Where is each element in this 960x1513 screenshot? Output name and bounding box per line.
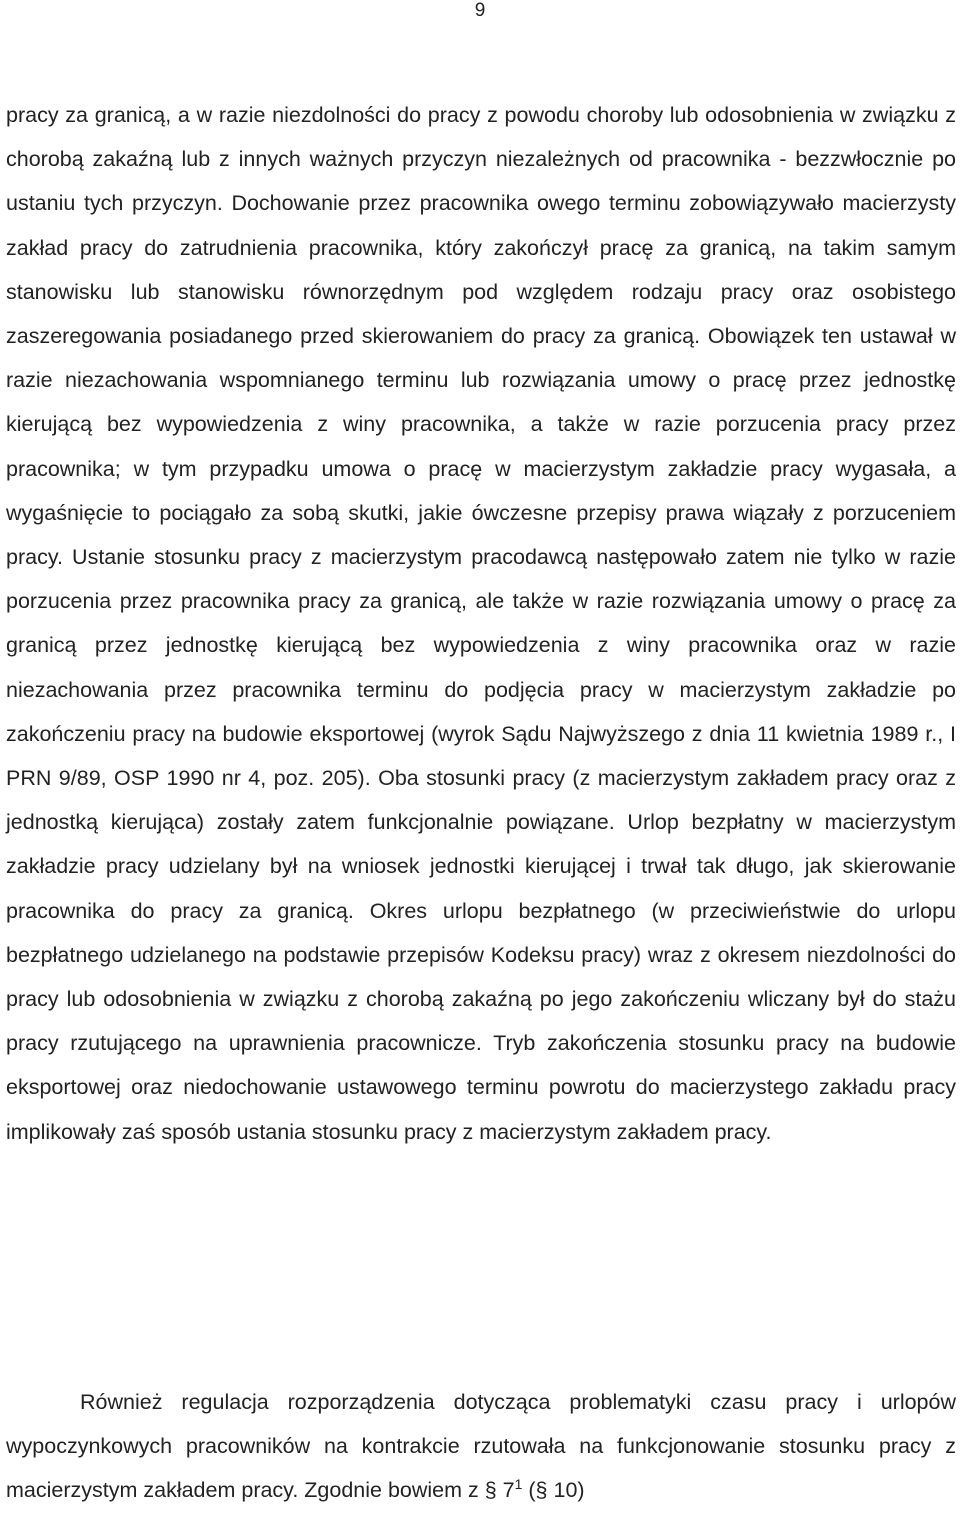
- superscript: 1: [514, 1476, 523, 1493]
- page-number: 9: [474, 0, 486, 21]
- paragraph-text-continued: (§ 10): [522, 1478, 585, 1503]
- paragraph: [6, 1380, 956, 1513]
- paragraph-text: Również regulacja rozporządzenia dotycząca problematyki czasu pracy i urlopów wypoczynkowych pracowników na kontrakcie rzutowała na funkcjonowanie stosunku pracy z macierzystym zakładem pracy. Zgodnie bowiem z § 7: [6, 1390, 956, 1503]
- paragraph: pracy za granicą, a w razie niezdolności do pracy z powodu choroby lub odosobnienia w związku z chorobą zakaźną lub z innych ważnych przyczyn niezależnych od pracownika - bezzwłocznie po ustaniu tych przyczyn. Dochowanie przez pracownika owego terminu zobowiązywało macierzysty zakład pracy do zatrudnienia pracownika, który zakończył pracę za granicą, na takim samym stanowisku lub stanowisku równorzędnym pod względem rodzaju pracy oraz osobistego zaszeregowania posiadanego przed skierowaniem do pracy za granicą. Obowiązek ten ustawał w razie niezachowania wspomnianego terminu lub rozwiązania umowy o pracę przez jednostkę kierującą bez wypowiedzenia z winy pracownika, a także w razie porzucenia pracy przez pracownika; w tym przypadku umowa o pracę w macierzystym zakładzie pracy wygasała, a wygaśnięcie to pociągało za sobą skutki, jakie ówczesne przepisy prawa wiązały z porzuceniem pracy. Ustanie stosunku pracy z macierzystym pracodawcą następowało zatem nie tylko w razie porzucenia przez pracownika pracy za granicą, ale także w razie rozwiązania umowy o pracę za granicą przez jednostkę kierującą bez wypowiedzenia z winy pracownika oraz w razie niezachowania przez pracownika terminu do podjęcia pracy w macierzystym zakładzie po zakończeniu pracy na budowie eksportowej (wyrok Sądu Najwyższego z dnia 11 kwietnia 1989 r., I PRN 9/89, OSP 1990 nr 4, poz. 205). Oba stosunki pracy (z macierzystym zakładem pracy oraz z jednostką kierująca) zostały zatem funkcjonalnie powiązane. Urlop bezpłatny w macierzystym zakładzie pracy udzielany był na wniosek jednostki kierującej i trwał tak długo, jak skierowanie pracownika do pracy za granicą. Okres urlopu bezpłatnego (w przeciwieństwie do urlopu bezpłatnego udzielanego na podstawie przepisów Kodeksu pracy) wraz z okresem niezdolności do pracy lub odosobnienia w związku z chorobą zakaźną po jego zakończeniu wliczany był do stażu pracy rzutującego na uprawnienia pracownicze. Tryb zakończenia stosunku pracy na budowie eksportowej oraz niedochowanie ustawowego terminu powrotu do macierzystego zakładu pracy implikowały zaś sposób ustania stosunku pracy z macierzystym zakładem pracy.: [6, 103, 956, 1144]
